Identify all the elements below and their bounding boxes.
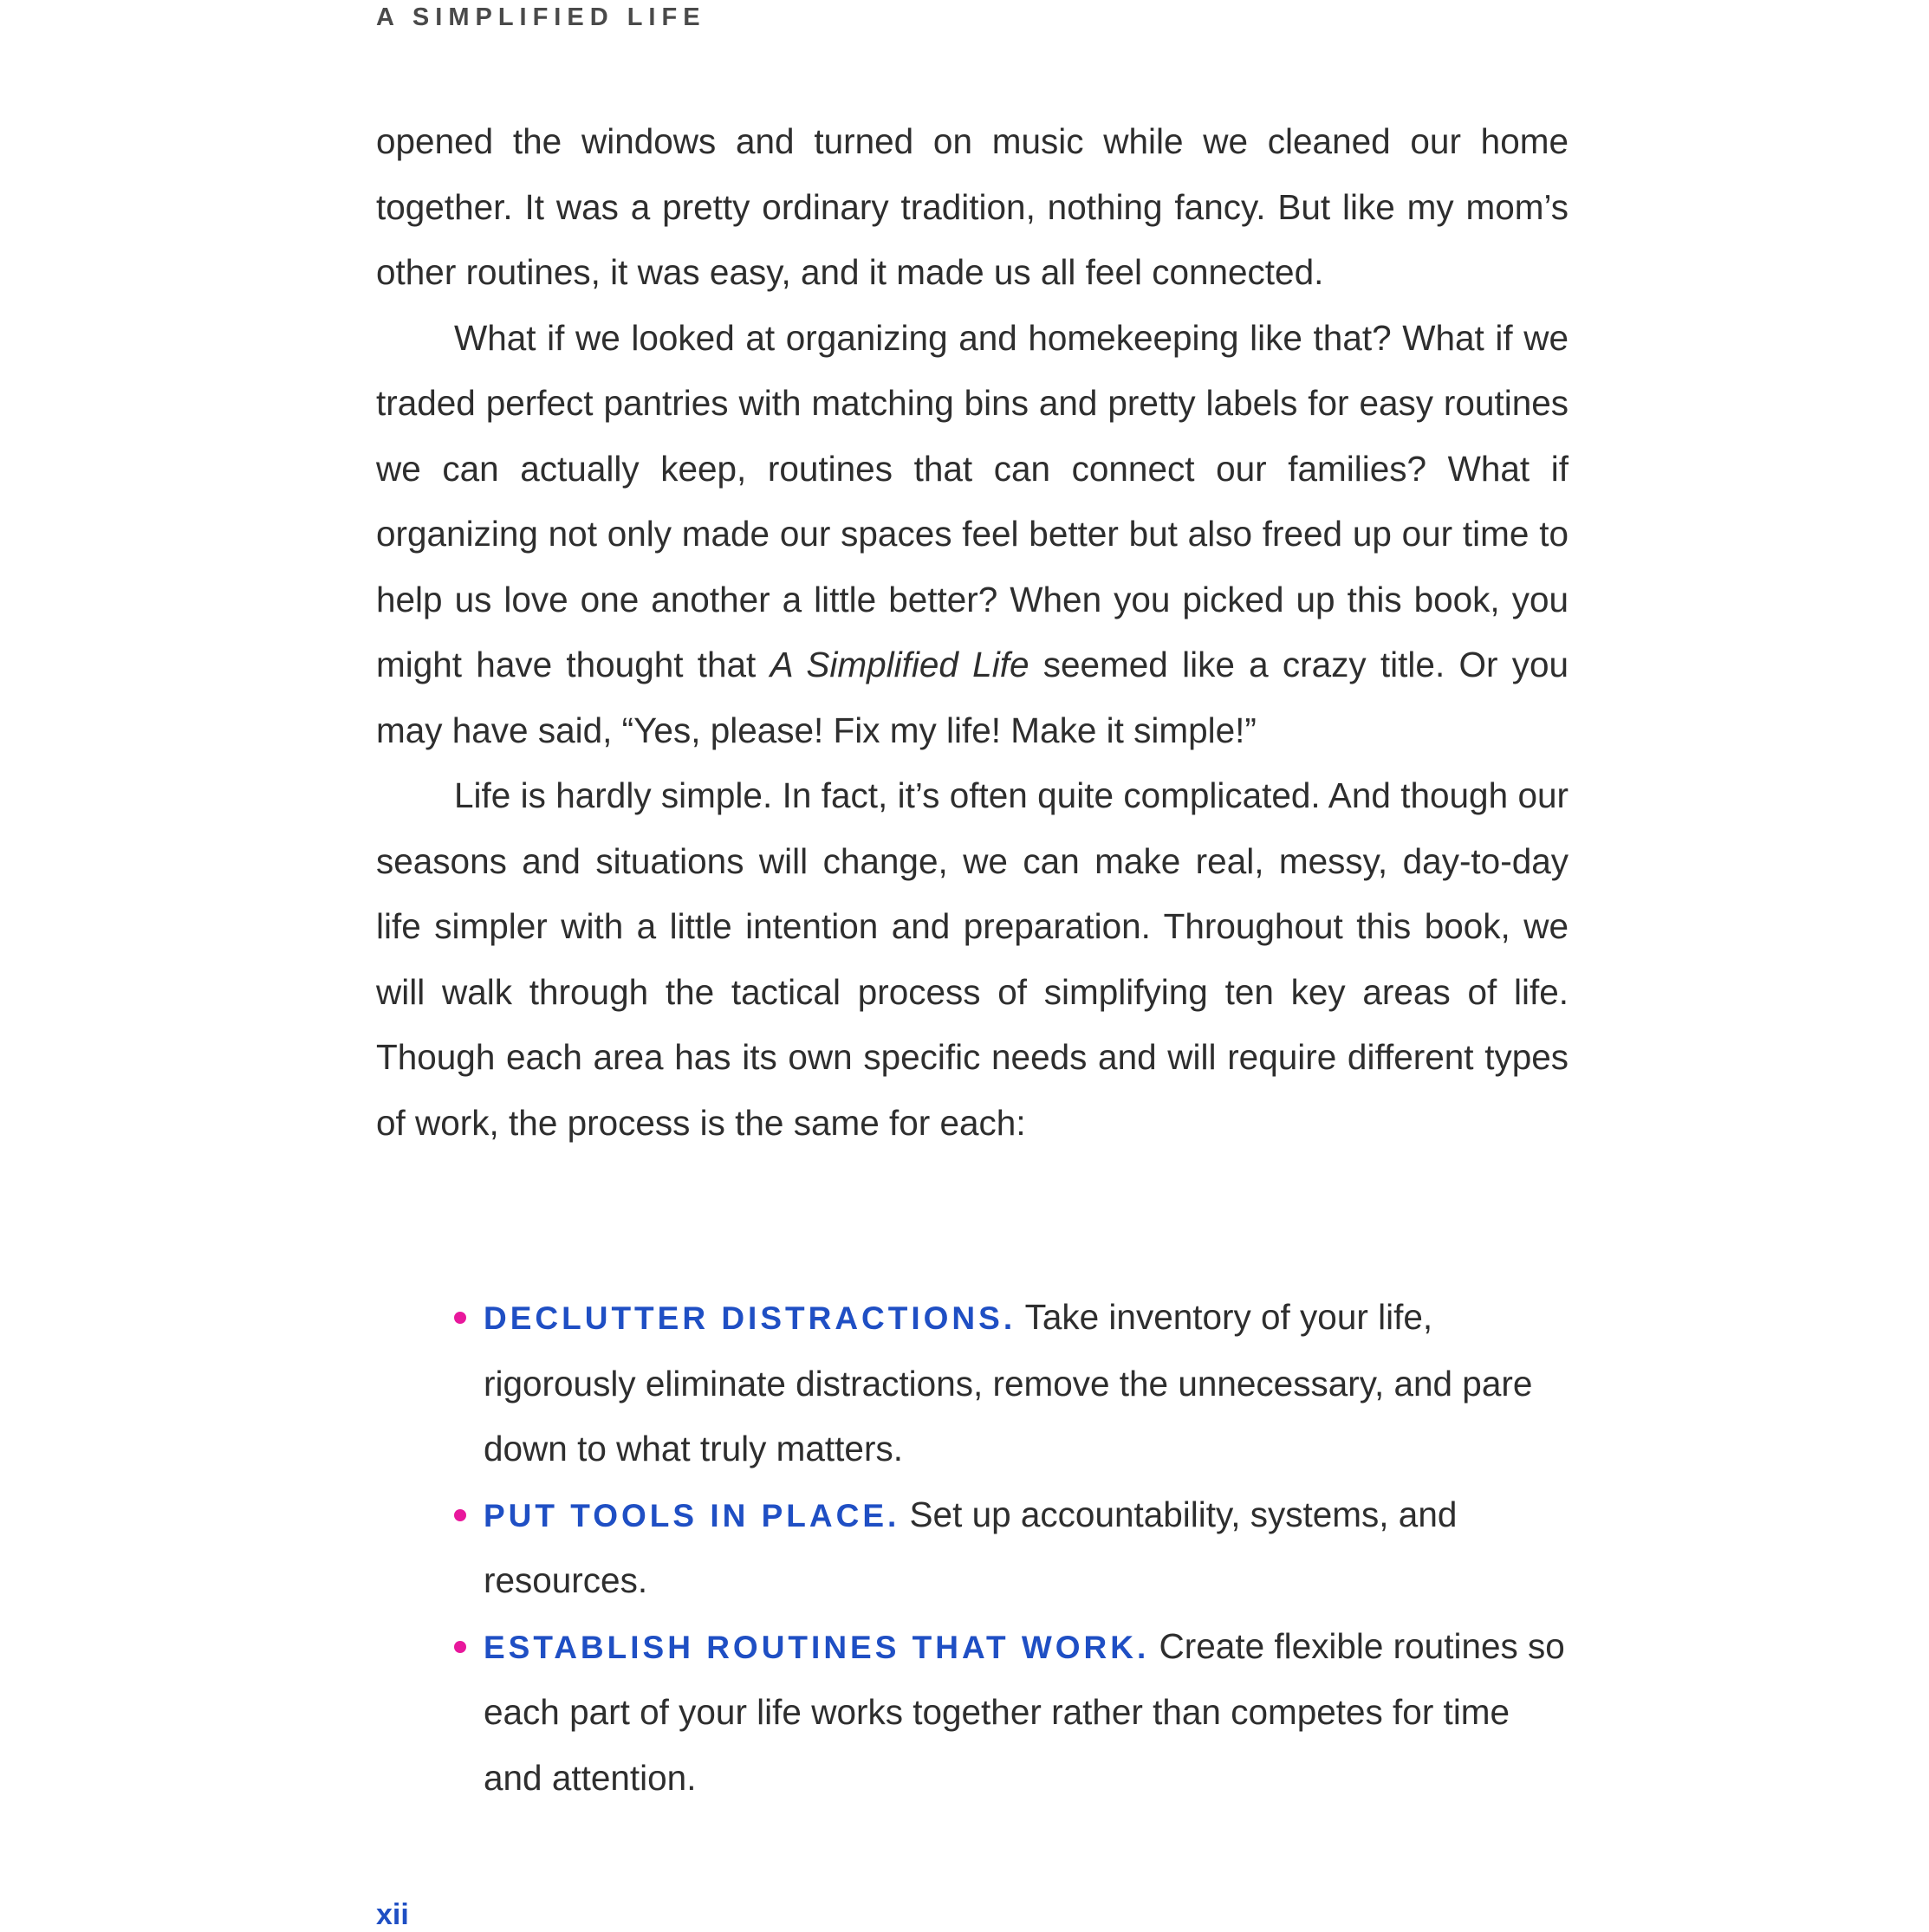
list-item [454, 1614, 1572, 1812]
bullet-dot-icon [454, 1312, 466, 1324]
bullet-heading: DECLUTTER DISTRACTIONS. [484, 1300, 1016, 1336]
paragraph-1: opened the windows and turned on music while we cleaned our home together. It was a pretty ordinary tradition, nothing fancy. But like my mom’s other routines, it was easy, and it made us all feel connected. [376, 121, 1569, 292]
process-steps-list [454, 1285, 1572, 1811]
page-number: xii [376, 1898, 409, 1931]
paragraph-3: Life is hardly simple. In fact, it’s often quite complicated. And though our seasons and situations will change, we can make real, messy, day-to-day life simpler with a little intention and preparation. Throughout this book, we will walk through the tactical process of simplifying ten key areas of life. Though each area has its own specific needs and will require different types of work, the process is the same for each: [376, 775, 1569, 1143]
paragraph-2-text-before: What if we looked at organizing and homekeeping like that? What if we traded perfect pantries with matching bins and pretty labels for easy routines we can actually keep, routines that can connect our families? What if organizing not only made our spaces feel better but also freed up our time to help us love one another a little better? When you picked up this book, you might have thought that [376, 317, 1569, 684]
bullet-heading: ESTABLISH ROUTINES THAT WORK. [484, 1629, 1150, 1665]
list-item [454, 1285, 1572, 1482]
paragraph-2 [376, 306, 1569, 764]
body-text [376, 109, 1569, 1156]
list-item [454, 1482, 1572, 1614]
bullet-text: Create flexible routines so each part of your life works together rather than competes for time and attention. [484, 1625, 1565, 1798]
bullet-dot-icon [454, 1641, 466, 1653]
bullet-text: Set up accountability, systems, and resources. [484, 1494, 1458, 1600]
paragraph-2-text-after: seemed like a crazy title. Or you may have said, “Yes, please! Fix my life! Make it simple!” [376, 645, 1569, 750]
book-title-italic: A Simplified Life [770, 645, 1029, 684]
running-head: A SIMPLIFIED LIFE [376, 3, 706, 31]
bullet-text: Take inventory of your life, rigorously eliminate distractions, remove the unnecessary, and pare down to what truly matters. [484, 1297, 1533, 1468]
bullet-dot-icon [454, 1509, 466, 1521]
bullet-heading: PUT TOOLS IN PLACE. [484, 1497, 900, 1533]
